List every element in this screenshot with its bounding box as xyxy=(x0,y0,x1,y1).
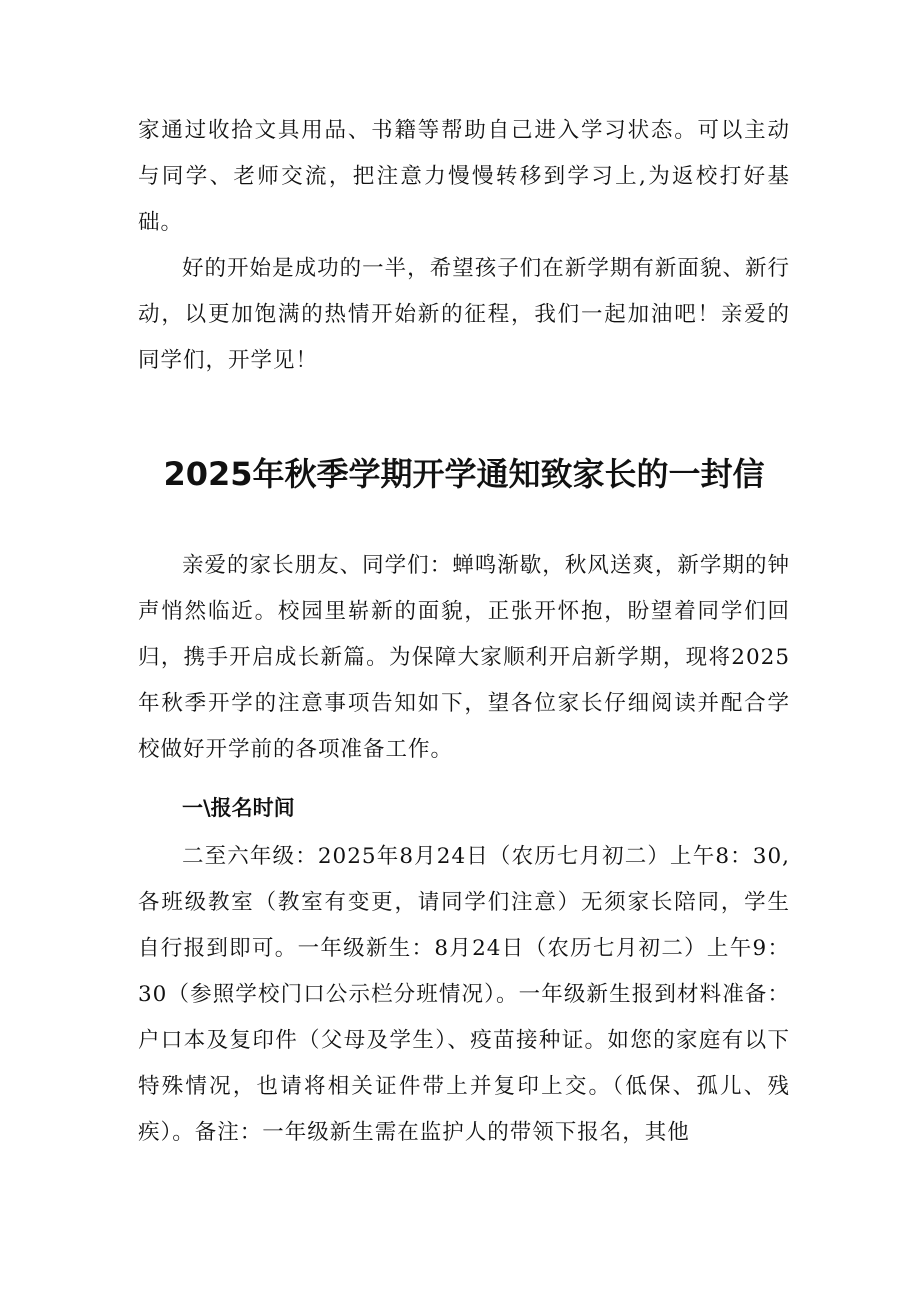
intro-paragraph-2: 好的开始是成功的一半，希望孩子们在新学期有新面貌、新行动，以更加饱满的热情开始新的征程，我们一起加油吧！亲爱的同学们，开学见！ xyxy=(138,256,790,373)
registration-time-paragraph: 二至六年级：2025年8月24日（农历七月初二）上午8：30,各班级教室（教室有变更，请同学们注意）无须家长陪同，学生自行报到即可。一年级新生：8月24日（农历七月初二）上午9：30（参照学校门口公示栏分班情况）。一年级新生报到材料准备：户口本及复印件（父母及学生）、疫苗接种证。如您的家庭有以下特殊情况，也请将相关证件带上并复印上交。（低保、孤儿、残疾）。备注：一年级新生需在监护人的带领下报名，其他 xyxy=(138,844,790,1145)
letter-opening-paragraph: 亲爱的家长朋友、同学们：蝉鸣渐歇，秋风送爽，新学期的钟声悄然临近。校园里崭新的面貌，正张开怀抱，盼望着同学们回归，携手开启成长新篇。为保障大家顺利开启新学期，现将2025年秋季开学的注意事项告知如下，望各位家长仔细阅读并配合学校做好开学前的各项准备工作。 xyxy=(138,553,790,762)
letter-title: 2025年秋季学期开学通知致家长的一封信 xyxy=(163,455,765,493)
section-heading-registration-time: 一\报名时间 xyxy=(182,796,295,820)
intro-paragraph-1: 家通过收拾文具用品、书籍等帮助自己进入学习状态。可以主动与同学、老师交流，把注意力慢慢转移到学习上,为返校打好基础。 xyxy=(138,118,790,235)
